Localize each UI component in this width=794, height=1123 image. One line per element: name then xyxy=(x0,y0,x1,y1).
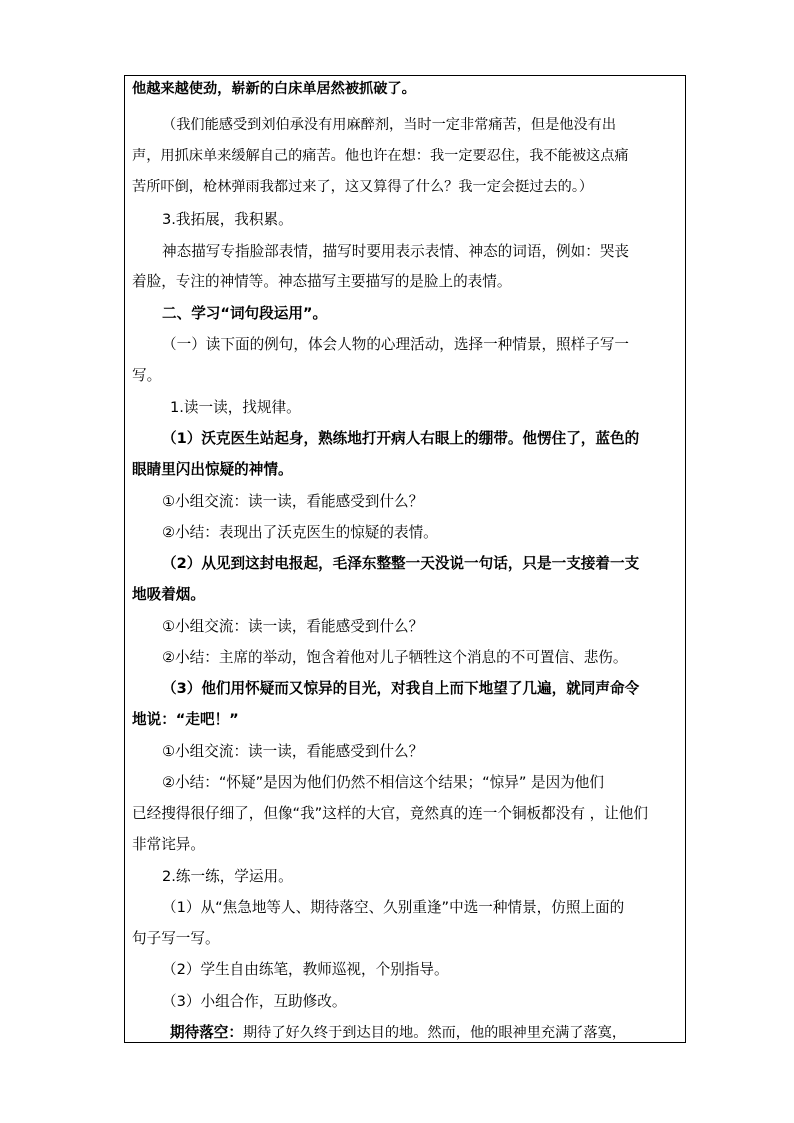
text-line: （2）学生自由练笔，教师巡视，个别指导。 xyxy=(162,961,449,978)
text-line: 非常诧异。 xyxy=(132,836,205,853)
example-sentence: 眼睛里闪出惊疑的神情。 xyxy=(132,461,293,478)
example-sentence: （3）他们用怀疑而又惊异的目光，对我自上而下地望了几遍，就同声命令 xyxy=(162,680,640,697)
text-line: （我们能感受到刘伯承没有用麻醉剂，当时一定非常痛苦，但是他没有出 xyxy=(162,117,617,133)
section-heading: 二、学习“词句段运用”。 xyxy=(162,305,328,322)
example-sentence: 地说：“走吧！” xyxy=(132,711,239,728)
text-line: （1）从“焦急地等人、期待落空、久别重逢”中选一种情景，仿照上面的 xyxy=(162,899,625,916)
text-line: 神态描写专指脸部表情，描写时要用表示表情、神态的词语，例如：哭丧 xyxy=(162,243,630,260)
text-line: （3）小组合作，互助修改。 xyxy=(162,993,347,1010)
text-line: 1.读一读，找规律。 xyxy=(170,399,301,416)
text-line: ②小结：“怀疑”是因为他们仍然不相信这个结果；“惊异” 是因为他们 xyxy=(162,774,604,791)
text-line: 已经搜得很仔细了，但像“我”这样的大官，竟然真的连一个铜板都没有 ，让他们 xyxy=(132,805,648,822)
text-line: ②小结：主席的举动，饱含着他对儿子牺牲这个消息的不可置信、悲伤。 xyxy=(162,649,628,666)
text-line: ①小组交流：读一读，看能感受到什么？ xyxy=(162,493,424,510)
text-line: 他越来越使劲，崭新的白床单居然被抓破了。 xyxy=(132,81,416,97)
text-line: ①小组交流：读一读，看能感受到什么？ xyxy=(162,618,424,635)
scenario-text: 期待了好久终于到达目的地。然而，他的眼神里充满了落寞， xyxy=(242,1025,627,1041)
text-line: 句子写一写。 xyxy=(132,930,220,947)
scenario-label: 期待落空： xyxy=(170,1024,243,1041)
text-line: 苦所吓倒，枪林弹雨我都过来了，这又算得了什么？我一定会挺过去的。） xyxy=(132,179,594,195)
example-sentence: （2）从见到这封电报起，毛泽东整整一天没说一句话，只是一支接着一支 xyxy=(162,555,640,572)
text-line: 声，用抓床单来缓解自己的痛苦。他也许在想：我一定要忍住，我不能被这点痛 xyxy=(132,148,629,164)
text-line: ②小结：表现出了沃克医生的惊疑的表情。 xyxy=(162,524,438,541)
text-line: ①小组交流：读一读，看能感受到什么？ xyxy=(162,743,424,760)
last-line xyxy=(170,1022,626,1043)
text-line: 3.我拓展，我积累。 xyxy=(162,211,293,228)
table-cell-frame xyxy=(124,75,686,1043)
text-line: （一）读下面的例句，体会人物的心理活动，选择一种情景，照样子写一 xyxy=(162,336,630,353)
text-line: 2.练一练，学运用。 xyxy=(162,868,293,885)
text-line: 着脸，专注的神情等。神态描写主要描写的是脸上的表情。 xyxy=(132,273,512,290)
text-line: 写。 xyxy=(132,367,162,384)
example-sentence: （1）沃克医生站起身，熟练地打开病人右眼上的绷带。他愣住了，蓝色的 xyxy=(162,430,640,447)
example-sentence: 地吸着烟。 xyxy=(132,586,205,603)
